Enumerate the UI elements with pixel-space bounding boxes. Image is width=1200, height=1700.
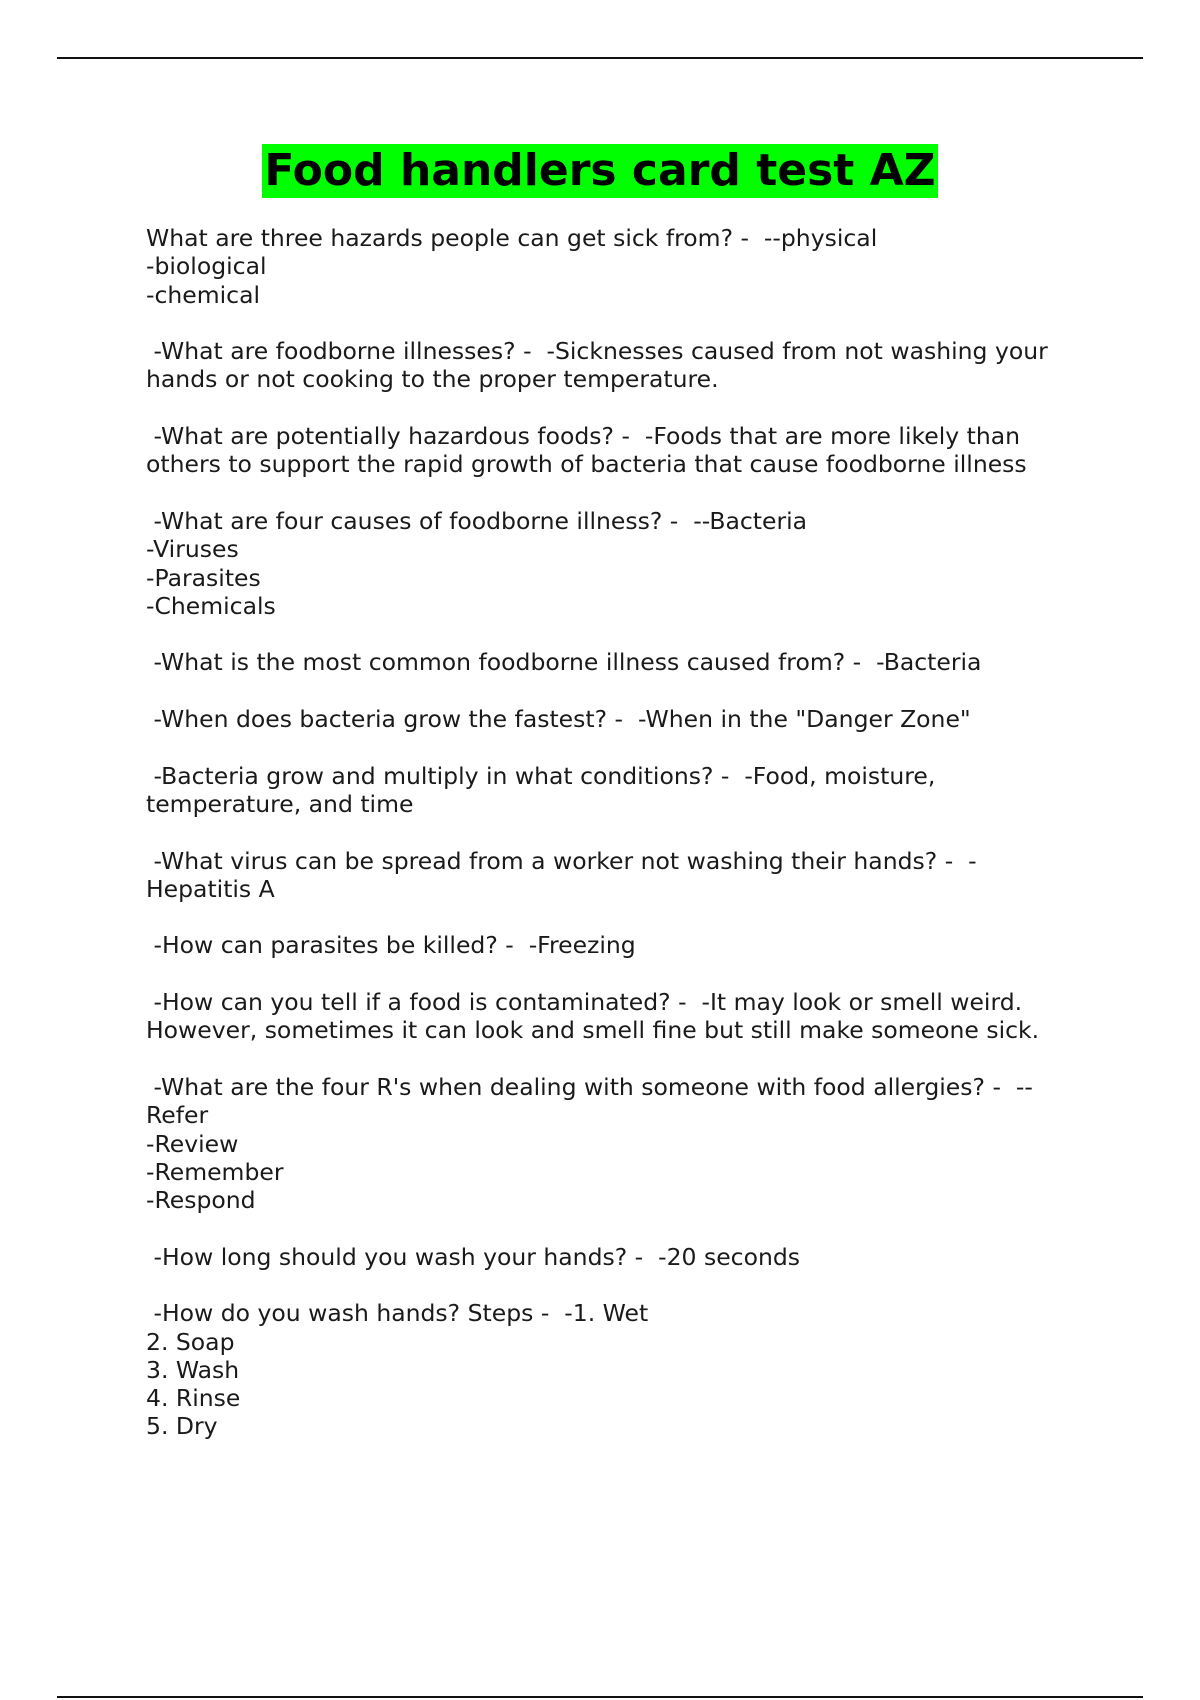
qa-entry [146, 648, 1086, 676]
qa-line: -What virus can be spread from a worker not washing their hands? - - [146, 846, 977, 875]
qa-entry [146, 422, 1086, 479]
qa-line: -Chemicals [146, 591, 276, 620]
qa-entry [146, 705, 1086, 733]
document-body [146, 224, 1086, 1469]
qa-entry [146, 762, 1086, 819]
qa-entry [146, 988, 1086, 1045]
qa-line: -How can you tell if a food is contaminated? - -It may look or smell weird. [146, 988, 1023, 1017]
qa-line: What are three hazards people can get sick from? - --physical [146, 224, 878, 252]
qa-line: hands or not cooking to the proper temperature. [146, 365, 719, 394]
qa-line: -chemical [146, 280, 261, 309]
qa-line: -Parasites [146, 563, 261, 592]
qa-line: -How long should you wash your hands? - -20 seconds [146, 1242, 801, 1271]
qa-entry [146, 1073, 1086, 1214]
qa-line: -What are four causes of foodborne illness? - --Bacteria [146, 506, 808, 535]
qa-entry [146, 507, 1086, 620]
qa-entry [146, 931, 1086, 959]
document-title: Food handlers card test AZ [264, 145, 936, 196]
qa-line: Hepatitis A [146, 874, 275, 903]
qa-line: 4. Rinse [146, 1384, 241, 1413]
title-container [0, 144, 1200, 198]
qa-line: -What are foodborne illnesses? - -Sicknesses caused from not washing your [146, 337, 1048, 366]
qa-line: -Bacteria grow and multiply in what conditions? - -Food, moisture, [146, 761, 936, 790]
qa-line: 5. Dry [146, 1412, 218, 1441]
qa-entry [146, 337, 1086, 394]
qa-line: -biological [146, 252, 267, 281]
qa-line: 2. Soap [146, 1327, 235, 1356]
qa-line: others to support the rapid growth of bacteria that cause foodborne illness [146, 450, 1027, 479]
footer-rule [57, 1696, 1143, 1698]
qa-entry [146, 1299, 1086, 1440]
qa-entry [146, 224, 1086, 309]
qa-line: -Respond [146, 1186, 256, 1215]
qa-line: -How can parasites be killed? - -Freezing [146, 931, 636, 960]
qa-line: -Viruses [146, 535, 239, 564]
qa-line: -Review [146, 1129, 239, 1158]
header-rule [57, 57, 1143, 59]
qa-entry [146, 847, 1086, 904]
qa-line: -What are the four R's when dealing with someone with food allergies? - -- [146, 1072, 1033, 1101]
qa-line: However, sometimes it can look and smell fine but still make someone sick. [146, 1016, 1040, 1045]
qa-line: temperature, and time [146, 789, 414, 818]
qa-line: 3. Wash [146, 1355, 240, 1384]
qa-line: -What is the most common foodborne illness caused from? - -Bacteria [146, 648, 982, 677]
qa-line: -Remember [146, 1157, 284, 1186]
qa-line: -What are potentially hazardous foods? - -Foods that are more likely than [146, 422, 1021, 451]
qa-line: -When does bacteria grow the fastest? - -When in the "Danger Zone" [146, 705, 971, 734]
qa-line: -How do you wash hands? Steps - -1. Wet [146, 1299, 649, 1328]
qa-line: Refer [146, 1101, 209, 1130]
qa-entry [146, 1243, 1086, 1271]
